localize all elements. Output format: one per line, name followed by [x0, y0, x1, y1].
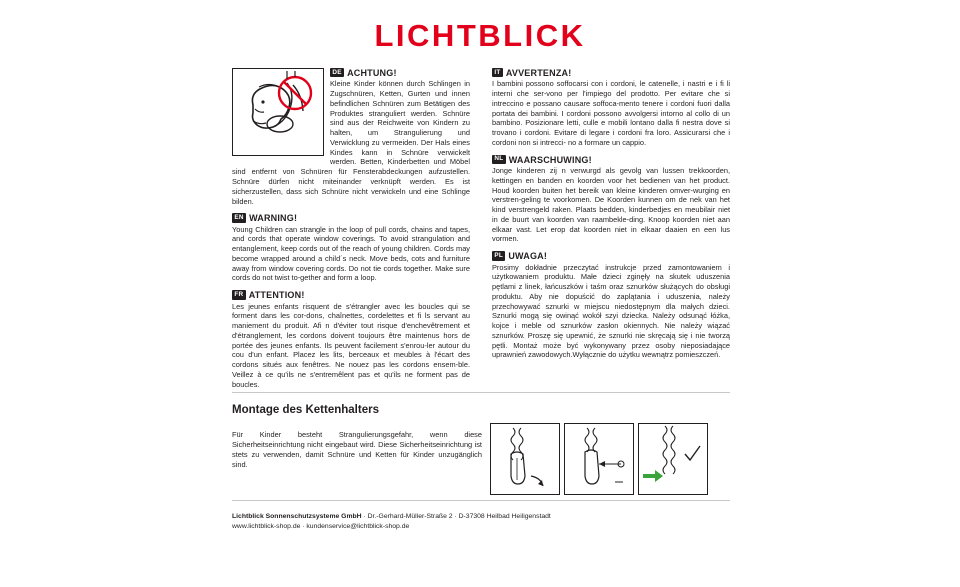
footer-company: Lichtblick Sonnenschutzsysteme GmbH	[232, 513, 362, 520]
assembly-title: Montage des Kettenhalters	[232, 404, 379, 416]
footer-divider	[232, 500, 730, 501]
warning-text-pl: Prosimy dokładnie przeczytać instrukcje przed zamontowaniem i użytkowaniem produktu. Małe dzieci zginęły na skutek uduszenia pętlami z linek, łańcuszków i taśm oraz sznurków służących do obsługi produktu. Aby nie dopuścić do zaplątania i uduszenia, należy przechowywać sznurki w miejscu niedostępnym dla małych dzieci. Sznurki mogą się owinąć wokół szyi dziecka. Należy odsunąć łóżka, kojce i meble od sznurków zasłon okiennych. Nie należy wiązać sznurków. Proszę się upewnić, że sznurki nie skręcają się i nie tworzą pętli. Montaż może być wykonywany przez osoby nieposiadające uprawnień zawodowych.Wyłącznie do użytku wewnątrz pomieszczeń.	[492, 262, 730, 360]
lang-tag-nl: NL	[492, 155, 506, 164]
assembly-step-2-illustration	[564, 423, 634, 495]
warning-block-it	[492, 68, 730, 148]
lang-tag-fr: FR	[232, 290, 246, 299]
warning-heading-en	[232, 213, 470, 223]
footer-contact: www.lichtblick-shop.de · kundenservice@lichtblick-shop.de	[232, 523, 410, 531]
warnings-column-left	[232, 68, 470, 396]
warning-heading-fr	[232, 290, 470, 300]
assembly-section	[232, 404, 730, 495]
assembly-step-3-illustration	[638, 423, 708, 495]
footer	[232, 512, 730, 532]
assembly-step-1-illustration	[490, 423, 560, 495]
warning-heading-de	[330, 68, 470, 78]
warning-text-fr: Les jeunes enfants risquent de s'étrangler avec les boucles qui se forment dans les cor-dons, chaînettes, cordelettes et fi ls servant au maniement du produit. Afi n d'éviter tout risque d'enchevêtrement et d'étranglement, les cordons doivent toujours être maintenus hors de portée des jeunes enfants. Ils peuvent facilement s'enrou-ler autour du cou d'un enfant. Placez les lits, berceaux et meubles à l'écart des cordons situés aux fenêtres. Ne nouez pas les cordons ensem-ble. Veillez à ce qu'ils ne s'entremêlent pas et qu'ils ne forment pas de boucles.	[232, 301, 470, 389]
warning-heading-text-pl: UWAGA!	[508, 251, 548, 262]
warning-text-nl: Jonge kinderen zij n verwurgd als gevolg van lussen trekkoorden, kettingen en banden en koorden voor het bedienen van het product. Houd koorden buiten het bereik van kleine kinderen omver-wurging en verstren-geling te voorkomen. De Koorden kunnen om de nek van het kind verstrengeld raken. Plaats bedden, kinderbedjes en meubilair niet in de buurt van koorden van raambekle-ding. Knoop koorden niet aan elkaar vast. Let erop dat koorden niet in elkaar daaien en een lus vormen.	[492, 166, 730, 244]
lang-tag-it: IT	[492, 68, 503, 77]
lang-tag-de: DE	[330, 68, 344, 77]
warning-heading-nl	[492, 155, 730, 165]
warnings-column-right	[492, 68, 730, 367]
assembly-steps	[490, 423, 708, 495]
assembly-row	[232, 423, 730, 495]
lang-tag-pl: PL	[492, 251, 505, 260]
warning-heading-text-en: WARNING!	[249, 213, 298, 224]
warning-block-de	[232, 68, 470, 206]
warnings-columns	[232, 68, 730, 396]
warning-block-en	[232, 213, 470, 283]
warning-block-pl	[492, 251, 730, 360]
assembly-text: Für Kinder besteht Strangulierungsgefahr, wenn diese Sicherheitseinrichtung nicht eingebaut wird. Diese Sicherheitseinrichtung ist stets zu verwenden, damit Schnüre und Ketten für Kinder unzugänglich sind.	[232, 430, 482, 470]
strangulation-hazard-illustration	[232, 68, 324, 156]
lang-tag-en: EN	[232, 213, 246, 222]
warning-text-de: Kleine Kinder können durch Schlingen in Zugschnüren, Ketten, Gurten und innen befindlichen Schnüren zum Betätigen des Produktes stranguliert werden. Schnüre sind aus der Reichweite von Kindern zu halten, um Strangulierung und Verwicklung zu vermeiden. Der Hals eines Kindes kann in Schnüre verwickelt werden. Betten, Kinderbetten und Möbel sind entfernt von Schnüren für Fensterabdeckungen aufzustellen. Schnüre dürfen nicht miteinander verknüpft werden. Es ist sicherzustellen, dass sich Schnüre nicht verwickeln und eine Schlinge bilden.	[232, 79, 470, 206]
warning-block-fr	[232, 290, 470, 389]
warning-heading-it	[492, 68, 730, 78]
warning-block-nl	[492, 155, 730, 244]
warning-heading-text-de: ACHTUNG!	[347, 68, 397, 78]
brand-title: LICHTBLICK	[374, 18, 586, 53]
warning-heading-text-fr: ATTENTION!	[248, 290, 305, 301]
warning-text-it: I bambini possono soffocarsi con i cordoni, le catenelle, i nastri e i fi li interni che ser-vono per l'impiego del prodotto. Per evitare che si intreccino e possano causare soffoca-mento tenere i cordoni fuori dalla portata dei bambini. I cordoni possono avvolgersi intorno al collo di un bambino. Posizionare letti, culle e mobili lontano dalla fi nestra dove si trovano i cordoni. Evitare di legare i cordoni fra loro. Assicurarsi che i cordoni non si intrecci- no a formare un cappio.	[492, 79, 730, 147]
warning-text-en: Young Children can strangle in the loop of pull cords, chains and tapes, and cords that operate window coverings. To avoid strangulation and entanglement, keep cords out of the reach of young children. Cords may become wrapped around a child´s neck. Move beds, cots and furniture away from window covering cords. Do not tie cords together. Make sure cords do not twist to-gether and form a loop.	[232, 224, 470, 283]
warning-heading-text-nl: WAARSCHUWING!	[508, 154, 592, 165]
footer-address: Dr.-Gerhard-Müller-Straße 2 · D-37308 Heilbad Heiligenstadt	[367, 513, 551, 520]
warning-heading-pl	[492, 251, 730, 261]
warning-heading-text-it: AVVERTENZA!	[505, 68, 572, 78]
warnings-section	[232, 68, 730, 396]
section-divider	[232, 392, 730, 393]
footer-line-1: Lichtblick Sonnenschutzsysteme GmbH · Dr.-Gerhard-Müller-Straße 2 · D-37308 Heilbad Heiligenstadt	[232, 513, 551, 520]
